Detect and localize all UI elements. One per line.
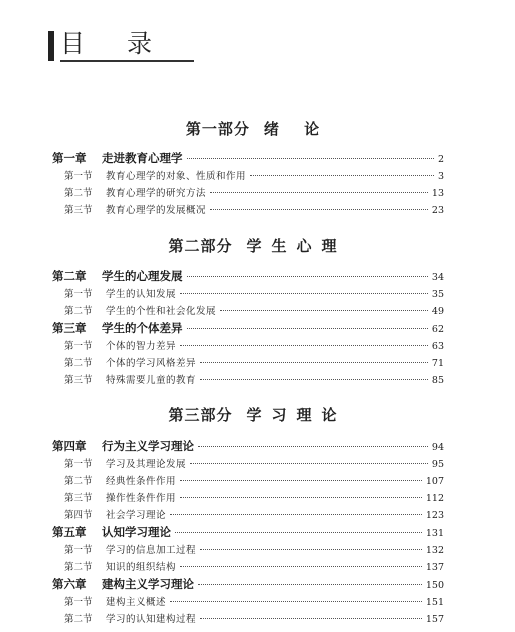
toc-chapter-entry[interactable]	[52, 438, 444, 454]
toc-section-entry[interactable]	[52, 594, 444, 608]
chapter-title: 学生的心理发展	[102, 269, 183, 283]
dot-leader	[250, 175, 434, 176]
dot-leader	[210, 192, 428, 193]
toc-chapter-entry[interactable]	[52, 320, 444, 336]
page-number: 35	[431, 289, 444, 300]
section-title: 学习的信息加工过程	[106, 545, 197, 556]
page-number: 71	[431, 358, 444, 369]
chapter-title: 建构主义学习理论	[102, 577, 194, 591]
page-number: 137	[425, 562, 444, 573]
part-label: 第二部分	[168, 237, 233, 255]
toc-section-entry[interactable]	[52, 168, 444, 182]
section-title: 个体的学习风格差异	[106, 358, 197, 369]
toc-chapter-entry[interactable]	[52, 524, 444, 540]
section-title: 学生的个性和社会化发展	[106, 306, 217, 317]
dot-leader	[170, 514, 422, 515]
page-number: 63	[431, 341, 444, 352]
section-title: 知识的组织结构	[106, 562, 177, 573]
page-number: 62	[431, 324, 444, 335]
dot-leader	[180, 497, 422, 498]
toc-section-entry[interactable]	[52, 473, 444, 487]
toc-section-entry[interactable]	[52, 338, 444, 352]
title-bar-decoration	[48, 31, 54, 61]
section-number: 第二节	[64, 306, 93, 317]
part-name: 绪 论	[263, 120, 330, 138]
dot-leader	[180, 345, 428, 346]
dot-leader	[180, 566, 422, 567]
dot-leader	[190, 463, 428, 464]
section-number: 第一节	[64, 341, 93, 352]
page-title	[48, 30, 194, 62]
section-number: 第二节	[64, 188, 93, 199]
dot-leader	[198, 584, 422, 585]
part-label: 第三部分	[168, 406, 233, 424]
dot-leader	[200, 379, 428, 380]
chapter-title: 认知学习理论	[102, 525, 171, 539]
toc-section-entry[interactable]	[52, 507, 444, 521]
section-title: 学习及其理论发展	[106, 459, 187, 470]
part-name: 学习理论	[246, 406, 347, 424]
section-number: 第二节	[64, 358, 93, 369]
section-title: 社会学习理论	[106, 510, 167, 521]
section-number: 第二节	[64, 476, 93, 487]
section-number: 第二节	[64, 562, 93, 573]
dot-leader	[187, 276, 428, 277]
toc-chapter-entry[interactable]	[52, 150, 444, 166]
section-title: 经典性条件作用	[106, 476, 177, 487]
part-name: 学生心理	[246, 237, 347, 255]
toc-section-entry[interactable]	[52, 559, 444, 573]
section-number: 第三节	[64, 375, 93, 386]
chapter-number: 第二章	[52, 269, 87, 283]
toc-chapter-entry[interactable]	[52, 576, 444, 592]
title-text: 目录	[60, 30, 194, 62]
section-title: 个体的智力差异	[106, 341, 177, 352]
page-number: 34	[431, 272, 444, 283]
page-number: 157	[425, 614, 444, 625]
page-number: 85	[431, 375, 444, 386]
page-number: 123	[425, 510, 444, 521]
section-number: 第四节	[64, 510, 93, 521]
section-title: 教育心理学的对象、性质和作用	[106, 171, 247, 182]
toc-section-entry[interactable]	[52, 286, 444, 300]
section-number: 第一节	[64, 545, 93, 556]
toc-section-entry[interactable]	[52, 185, 444, 199]
dot-leader	[198, 446, 428, 447]
section-number: 第一节	[64, 459, 93, 470]
page-number: 112	[425, 493, 444, 504]
dot-leader	[200, 549, 422, 550]
toc-section-entry[interactable]	[52, 490, 444, 504]
dot-leader	[220, 310, 428, 311]
toc-section-entry[interactable]	[52, 355, 444, 369]
dot-leader	[170, 601, 422, 602]
page-number: 132	[425, 545, 444, 556]
section-title: 建构主义概述	[106, 597, 167, 608]
chapter-title: 走进教育心理学	[102, 151, 183, 165]
toc-section-entry[interactable]	[52, 202, 444, 216]
chapter-number: 第五章	[52, 525, 87, 539]
chapter-title: 行为主义学习理论	[102, 439, 194, 453]
part-heading	[0, 118, 515, 139]
dot-leader	[180, 293, 428, 294]
part-heading	[0, 235, 515, 256]
dot-leader	[210, 209, 428, 210]
section-title: 教育心理学的研究方法	[106, 188, 207, 199]
section-number: 第三节	[64, 493, 93, 504]
page-number: 150	[425, 580, 444, 591]
page-number: 131	[425, 528, 444, 539]
page-number: 95	[431, 459, 444, 470]
dot-leader	[200, 618, 422, 619]
toc-chapter-entry[interactable]	[52, 268, 444, 284]
dot-leader	[187, 158, 434, 159]
chapter-number: 第四章	[52, 439, 87, 453]
dot-leader	[180, 480, 422, 481]
part-label: 第一部分	[185, 120, 250, 138]
page-number: 23	[431, 205, 444, 216]
section-number: 第三节	[64, 205, 93, 216]
section-number: 第一节	[64, 597, 93, 608]
toc-section-entry[interactable]	[52, 372, 444, 386]
section-number: 第一节	[64, 171, 93, 182]
page-number: 107	[425, 476, 444, 487]
section-title: 学习的认知建构过程	[106, 614, 197, 625]
section-number: 第一节	[64, 289, 93, 300]
dot-leader	[187, 328, 428, 329]
toc-section-entry[interactable]	[52, 611, 444, 625]
chapter-title: 学生的个体差异	[102, 321, 183, 335]
section-number: 第二节	[64, 614, 93, 625]
page-number: 13	[431, 188, 444, 199]
section-title: 特殊需要儿童的教育	[106, 375, 197, 386]
section-title: 操作性条件作用	[106, 493, 177, 504]
section-title: 学生的认知发展	[106, 289, 177, 300]
dot-leader	[175, 532, 422, 533]
page-number: 49	[431, 306, 444, 317]
chapter-number: 第一章	[52, 151, 87, 165]
section-title: 教育心理学的发展概况	[106, 205, 207, 216]
toc-section-entry[interactable]	[52, 542, 444, 556]
chapter-number: 第六章	[52, 577, 87, 591]
chapter-number: 第三章	[52, 321, 87, 335]
page-number: 2	[437, 154, 444, 165]
part-heading	[0, 404, 515, 425]
toc-section-entry[interactable]	[52, 456, 444, 470]
page-number: 151	[425, 597, 444, 608]
page-number: 94	[431, 442, 444, 453]
dot-leader	[200, 362, 428, 363]
page-number: 3	[437, 171, 444, 182]
toc-section-entry[interactable]	[52, 303, 444, 317]
